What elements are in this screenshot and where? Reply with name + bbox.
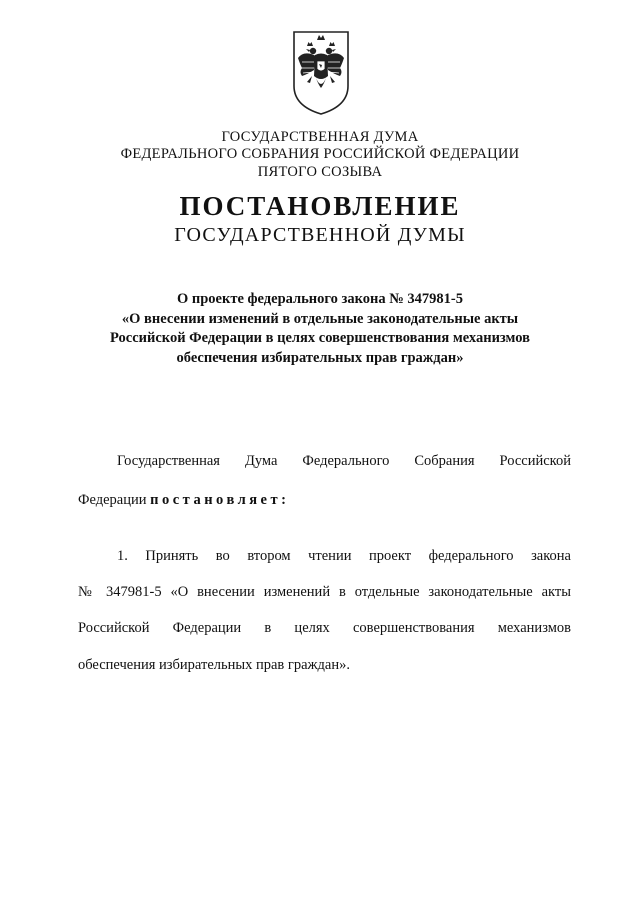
coat-of-arms-icon <box>290 28 352 118</box>
subject-line-1: О проекте федерального закона № 347981-5 <box>176 291 464 307</box>
document-issuer: ГОСУДАРСТВЕННОЙ ДУМЫ <box>174 224 466 246</box>
preamble-line-2-start: Федерации <box>78 492 151 508</box>
header-line-3: ПЯТОГО СОЗЫВА <box>257 164 383 180</box>
subject-line-4: обеспечения избирательных прав граждан» <box>176 350 464 366</box>
item-1-line-4: обеспечения избирательных прав граждан». <box>78 657 350 673</box>
subject-line-2: «О внесении изменений в отдельные законодательные акты <box>121 311 519 327</box>
document-type-title: ПОСТАНОВЛЕНИЕ <box>179 191 461 221</box>
item-1-line-1: 1. Принять во втором чтении проект федерального закона <box>117 548 571 564</box>
header-line-2: ФЕДЕРАЛЬНОГО СОБРАНИЯ РОССИЙСКОЙ ФЕДЕРАЦИИ <box>120 146 520 162</box>
header-line-1: ГОСУДАРСТВЕННАЯ ДУМА <box>221 129 419 145</box>
preamble-line-2 <box>78 490 571 510</box>
subject-line-3: Российской Федерации в целях совершенствования механизмов <box>110 330 530 346</box>
preamble-line-1: Государственная Дума Федерального Собрания Российской <box>117 453 571 469</box>
item-1-line-3: Российской Федерации в целях совершенствования механизмов <box>78 620 571 636</box>
item-1-line-2: № 347981-5 «О внесении изменений в отдельные законодательные акты <box>78 584 571 600</box>
decree-word: постановляет: <box>150 492 290 508</box>
